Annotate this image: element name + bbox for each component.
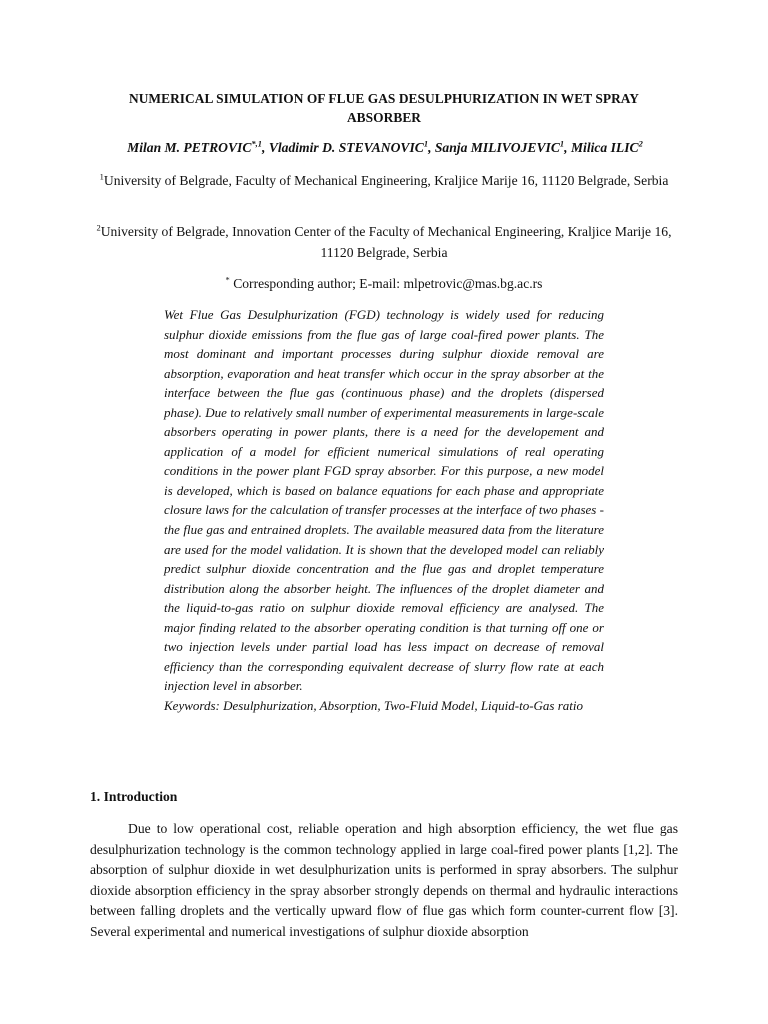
corresponding-email: Corresponding author; E-mail: mlpetrovic@mas.bg.ac.rs [229, 276, 543, 291]
author: Vladimir D. STEVANOVIC$^1$, [268, 138, 435, 155]
intro-paragraph: Due to low operational cost, reliable operation and high absorption efficiency, the wet flue gas desulphurization technology is the common technology applied in large coal-fired power plants [1,2]. The absorption of sulphur dioxide in wet desulphurization units is performed in spray absorbers. The sulphur dioxide absorption efficiency in the spray absorber strongly depends on thermal and hydraulic interactions between falling droplets and the vertically upward flow of flue gas which form counter-current flow [3]. Several experimental and numerical investigations of sulphur dioxide absorption [90, 821, 678, 939]
abstract-text: Wet Flue Gas Desulphurization (FGD) technology is widely used for reducing sulphur dioxide emissions from the flue gas of large coal-fired power plants. The most dominant and important processes during sulphur dioxide removal are absorption, evaporation and heat transfer which occur in the spray absorber at the interface between the flue gas (continuous phase) and the droplets (dispersed phase). Due to relatively small number of experimental measurements in large-scale absorbers operating in power plants, there is a need for the developement and application of a model for efficient numerical simulations of real operating conditions in the power plant FGD spray absorber. For this purpose, a new model is developed, which is based on balance equations for each phase and appropriate closure laws for the calculation of transfer processes at the interface of two phases - the flue gas and entrained droplets. The available measured data from the literature are used for the model validation. It is shown that the developed model can reliably predict sulphur dioxide concentration and the flue gas and droplet temperature distribution along the absorber height. The influences of the droplet diameter and the liquid-to-gas ratio on sulphur dioxide removal efficiency are analysed. The major finding related to the absorber operating condition is that turning off one or two injection levels under partial load has less impact on decrease of removal efficiency than the corresponding equivalent decrease of slurry flow rate at each injection level in absorber. [164, 307, 604, 694]
affiliation-2: $^2$University of Belgrade, Innovation Center of the Faculty of Mechanical Engineering, Kraljice Marije 16, 11120 Belgrade, Serbia [96, 222, 672, 260]
abstract [164, 305, 604, 715]
corresponding-author: * Corresponding author; E-mail: mlpetrovic@mas.bg.ac.rs [225, 274, 543, 291]
keywords: Keywords: Desulphurization, Absorption, Two-Fluid Model, Liquid-to-Gas ratio [164, 697, 584, 713]
author: Milan M. $PETROVIC^{*,1}$, [127, 138, 269, 155]
section-heading: 1. Introduction [90, 789, 178, 804]
paper-title: NUMERICAL SIMULATION OF FLUE GAS DESULPHURIZATION IN WET SPRAY ABSORBER [128, 91, 640, 125]
author: Milica ILIC$^2$ [570, 138, 643, 155]
author-list [60, 138, 710, 158]
affiliation-1: $^1$University of Belgrade, Faculty of Mechanical Engineering, Kraljice Marije 16, 11120 Belgrade, Serbia [99, 171, 669, 188]
author: Sanja MILIVOJEVIC$^1$, [434, 138, 571, 155]
